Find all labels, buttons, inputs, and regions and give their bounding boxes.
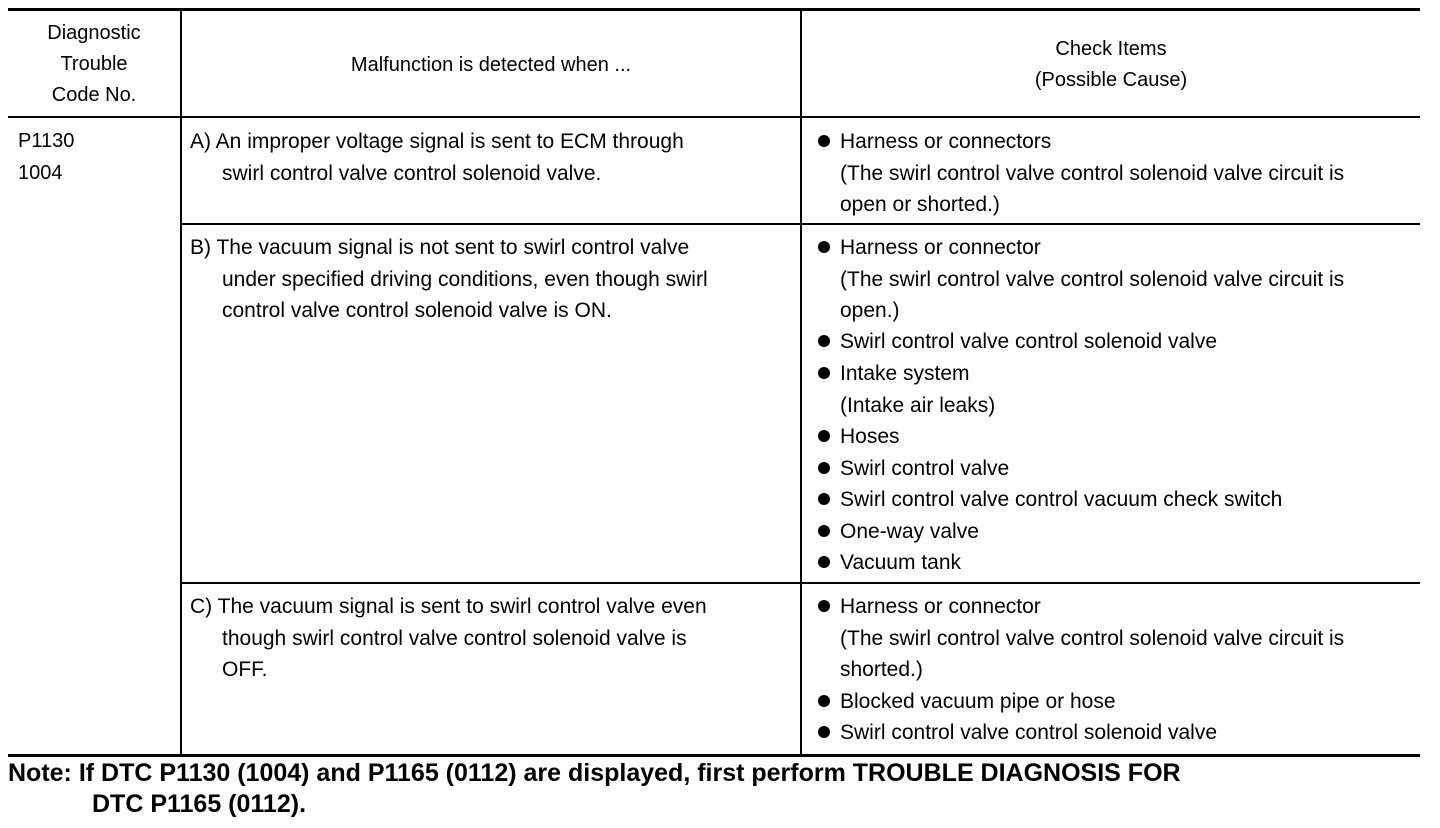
check-item	[814, 453, 1424, 485]
check-item	[814, 717, 1424, 749]
check-item-title: Swirl control valve control solenoid valve	[840, 330, 1218, 353]
header-check-line: (Possible Cause)	[1034, 69, 1188, 91]
bullet-icon	[818, 335, 830, 347]
malfunction-line: swirl control valve control solenoid valve.	[222, 161, 602, 185]
check-item	[814, 686, 1424, 718]
col1-divider	[180, 8, 182, 756]
check-item	[814, 232, 1424, 327]
header-check-items	[802, 34, 1420, 96]
header-malfunction: Malfunction is detected when ...	[350, 54, 632, 76]
check-item-title: Swirl control valve control solenoid valve	[840, 721, 1218, 744]
dtc-code-line: P1130	[18, 130, 75, 152]
check-item	[814, 358, 1424, 421]
malfunction-line: OFF.	[222, 658, 268, 681]
malfunction-line: control valve control solenoid valve is ON.	[222, 299, 612, 322]
bullet-icon	[818, 367, 830, 379]
check-item-detail: (The swirl control valve control solenoid valve circuit is	[840, 626, 1345, 650]
bullet-icon	[818, 556, 830, 568]
check-item-title: Harness or connectors	[840, 130, 1052, 153]
check-item-detail: shorted.)	[840, 658, 923, 681]
bullet-icon	[818, 493, 830, 505]
check-item-title: Vacuum tank	[840, 551, 962, 574]
check-item	[814, 126, 1424, 221]
check-item	[814, 547, 1424, 579]
dtc-code	[18, 126, 74, 189]
check-item-title: Intake system	[840, 362, 970, 385]
header-bottom-border	[8, 116, 1420, 118]
check-item	[814, 326, 1424, 358]
check-item-title: Harness or connector	[840, 236, 1041, 259]
table-top-border	[8, 8, 1420, 11]
dtc-table	[8, 8, 1420, 756]
bullet-icon	[818, 135, 830, 147]
bullet-icon	[818, 726, 830, 738]
header-dtc-number	[8, 18, 180, 111]
malfunction-line: under specified driving conditions, even though swirl	[222, 267, 708, 291]
header-dtc-line: Diagnostic	[47, 22, 141, 44]
check-item	[814, 421, 1424, 453]
check-item-detail: (Intake air leaks)	[840, 393, 996, 417]
check-item-title: Swirl control valve control vacuum check switch	[840, 488, 1283, 511]
check-item-detail: open or shorted.)	[840, 193, 1000, 216]
check-item-title: Hoses	[840, 425, 900, 448]
dtc-code-line: 1004	[18, 161, 63, 184]
malfunction-b	[190, 232, 796, 327]
col2-divider	[800, 8, 802, 756]
note-line-2: DTC P1165 (0112).	[92, 790, 307, 818]
check-item-detail: (The swirl control valve control solenoid valve circuit is	[840, 267, 1345, 291]
check-item	[814, 484, 1424, 516]
check-item	[814, 591, 1424, 686]
bullet-icon	[818, 462, 830, 474]
malfunction-a	[190, 126, 796, 189]
malfunction-line: B) The vacuum signal is not sent to swirl control valve	[190, 236, 690, 259]
check-item-title: One-way valve	[840, 520, 979, 543]
bullet-icon	[818, 600, 830, 612]
malfunction-line: though swirl control valve control solenoid valve is	[222, 626, 687, 650]
header-dtc-line: Code No.	[51, 84, 137, 106]
check-item	[814, 516, 1424, 548]
malfunction-line: A) An improper voltage signal is sent to ECM through	[190, 130, 684, 153]
bullet-icon	[818, 241, 830, 253]
malfunction-c	[190, 591, 796, 686]
check-item-title: Swirl control valve	[840, 457, 1010, 480]
note	[8, 758, 1428, 820]
header-check-line: Check Items	[1055, 38, 1167, 60]
check-item-title: Harness or connector	[840, 595, 1041, 618]
check-item-detail: open.)	[840, 299, 900, 322]
bullet-icon	[818, 695, 830, 707]
header-dtc-line: Trouble	[60, 53, 128, 75]
bullet-icon	[818, 430, 830, 442]
check-item-detail: (The swirl control valve control solenoid valve circuit is	[840, 161, 1345, 185]
malfunction-line: C) The vacuum signal is sent to swirl control valve even	[190, 595, 707, 618]
bullet-icon	[818, 525, 830, 537]
note-line-1: Note: If DTC P1130 (1004) and P1165 (0112) are displayed, first perform TROUBLE DIAGNOSIS FOR	[8, 759, 1181, 787]
check-item-title: Blocked vacuum pipe or hose	[840, 690, 1116, 713]
table-bottom-border	[8, 754, 1420, 757]
